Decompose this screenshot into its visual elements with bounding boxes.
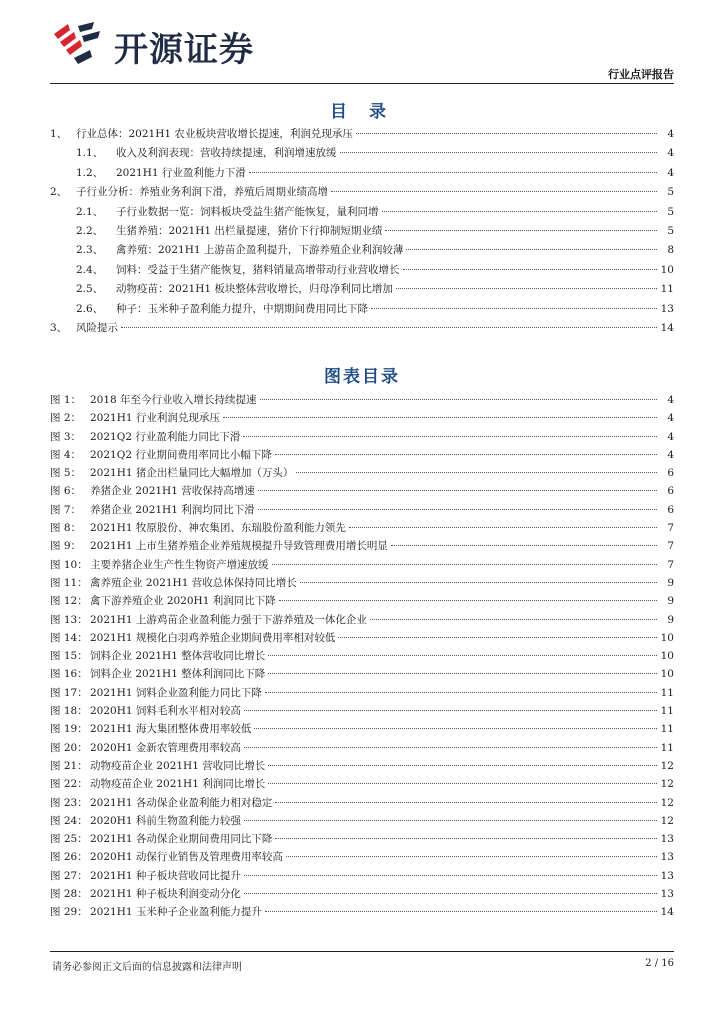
entry-page-number: 4 [667,430,674,443]
entry-title: 2021H1 上市生猪养殖企业养殖规模提升导致管理费用增长明显 [90,540,388,553]
entry-number: 图 4： [50,448,82,461]
entry-page-number: 4 [667,147,674,160]
footer-disclaimer: 请务必参阅正文后面的信息披露和法律声明 [52,962,242,973]
leader-dots [268,783,657,784]
entry-number: 1、 [50,128,68,140]
toc-entry[interactable] [50,223,674,242]
entry-number: 图 15： [50,650,88,663]
table-of-contents [50,126,674,339]
entry-page-number: 9 [667,613,674,626]
entry-title: 2020H1 金新农管理费用率较高 [90,741,241,754]
leader-dots [268,673,657,674]
header-divider [50,83,674,84]
entry-title: 2021H1 上游鸡苗企业盈利能力强于下游养殖及一体化企业 [90,613,367,626]
entry-number: 图 12： [50,595,88,608]
leader-dots [406,249,657,250]
entry-number: 图 20： [50,741,88,754]
logo-text: 开源证券 [114,30,254,70]
entry-title: 收入及利润表现：营收持续提速，利润增速放缓 [116,147,337,160]
figure-entry[interactable] [50,447,674,465]
leader-dots [340,152,658,153]
entry-number: 图 2： [50,412,82,425]
entry-page-number: 7 [667,558,674,571]
leader-dots [370,619,657,620]
entry-number: 2.3、 [76,244,104,257]
figure-entry[interactable] [50,904,674,922]
entry-title: 子行业分析：养殖业务利润下滑，养殖后周期业绩高增 [76,186,328,199]
figure-entry[interactable] [50,886,674,904]
entry-title: 2021H1 牧原股份、神农集团、东瑞股份盈利能力领先 [90,522,346,535]
entry-title: 2021H1 玉米种子企业盈利能力提升 [90,906,262,919]
figure-entry[interactable] [50,520,674,538]
entry-number: 图 28： [50,888,88,901]
figure-entry[interactable] [50,410,674,428]
leader-dots [349,527,657,528]
figure-entry[interactable] [50,465,674,483]
entry-title: 2021H1 种子板块利润变动分化 [90,888,241,901]
leader-dots [396,288,657,289]
entry-page-number: 13 [660,302,674,315]
figure-entry[interactable] [50,868,674,886]
entry-title: 2021H1 种子板块营收同比提升 [90,869,241,882]
entry-page-number: 8 [667,244,674,257]
entry-page-number: 14 [660,321,674,334]
entry-number: 1.2、 [76,166,104,179]
leader-dots [244,875,657,876]
entry-number: 1.1、 [76,147,104,160]
leader-dots [244,710,657,711]
footer-divider [50,951,674,952]
toc-entry[interactable] [50,145,674,164]
entry-page-number: 13 [660,888,674,901]
toc-heading: 目 录 [330,102,394,122]
figure-entry[interactable] [50,538,674,556]
entry-number: 图 13： [50,613,88,626]
entry-page-number: 10 [660,668,674,681]
figures-toc-heading: 图表目录 [324,367,400,387]
brand-mark-icon [52,20,108,66]
entry-title: 主要养猪企业生产性生物资产增速放缓 [90,558,269,571]
figure-entry[interactable] [50,795,674,813]
entry-number: 图 23： [50,796,88,809]
leader-dots [268,655,657,656]
leader-dots [249,172,657,173]
entry-number: 图 22： [50,778,88,791]
entry-title: 2020H1 饲料毛利水平相对较高 [90,705,241,718]
entry-page-number: 6 [667,485,674,498]
entry-title: 2021H1 各动保企业期间费用同比下降 [90,833,273,846]
entry-page-number: 9 [667,595,674,608]
entry-number: 图 11： [50,576,88,589]
entry-title: 生猪养殖：2021H1 出栏量提速，猪价下行抑制短期业绩 [116,224,383,237]
entry-title: 2021H1 猪企出栏量同比大幅增加（万头） [90,467,294,480]
entry-number: 图 21： [50,759,88,772]
figure-entry[interactable] [50,429,674,447]
leader-dots [296,472,657,473]
entry-title: 2021H1 海大集团整体费用率较低 [90,723,252,736]
entry-number: 图 5： [50,467,82,480]
leader-dots [244,747,657,748]
entry-page-number: 12 [660,814,674,827]
leader-dots [275,838,657,839]
entry-number: 图 7： [50,503,82,516]
figure-entry[interactable] [50,813,674,831]
entry-number: 图 1： [50,394,82,406]
entry-number: 2、 [50,186,68,199]
figure-entry[interactable] [50,575,674,593]
figure-entry[interactable] [50,685,674,703]
entry-page-number: 11 [660,705,674,718]
entry-number: 图 19： [50,723,88,736]
entry-page-number: 12 [660,759,674,772]
entry-page-number: 10 [660,263,674,276]
entry-title: 2018 年至今行业收入增长持续提速 [90,394,257,406]
entry-page-number: 4 [667,412,674,425]
toc-entry[interactable] [50,242,674,261]
company-logo [52,18,282,68]
entry-title: 2021Q2 行业盈利能力同比下滑 [90,430,241,443]
figure-entry[interactable] [50,849,674,867]
leader-dots [403,269,658,270]
leader-dots [371,308,657,309]
figure-entry[interactable] [50,630,674,648]
entry-number: 图 26： [50,851,88,864]
entry-number: 图 27： [50,869,88,882]
entry-number: 2.4、 [76,263,104,276]
entry-page-number: 9 [667,576,674,589]
entry-page-number: 10 [660,631,674,644]
figure-entry[interactable] [50,392,674,410]
entry-number: 图 14： [50,631,88,644]
leader-dots [279,600,657,601]
entry-title: 禽下游养殖企业 2020H1 利润同比下降 [90,595,276,608]
page-number: 2 / 16 [645,958,674,969]
toc-entry[interactable] [50,184,674,203]
entry-number: 2.2、 [76,224,104,237]
toc-entry[interactable] [50,165,674,184]
entry-number: 2.5、 [76,283,104,296]
report-type-label: 行业点评报告 [608,68,674,81]
entry-number: 2.6、 [76,302,104,315]
entry-page-number: 10 [660,650,674,663]
entry-number: 图 29： [50,906,88,919]
entry-title: 养猪企业 2021H1 利润均同比下滑 [90,503,255,516]
entry-page-number: 4 [667,166,674,179]
entry-title: 2021H1 规模化白羽鸡养殖企业期间费用率相对较低 [90,631,336,644]
entry-title: 子行业数据一览：饲料板块受益生猪产能恢复，量利同增 [116,205,379,218]
figure-entry[interactable] [50,612,674,630]
leader-dots [244,893,657,894]
entry-number: 图 10： [50,558,88,571]
entry-title: 行业总体：2021H1 农业板块营收增长提速，利润兑现承压 [76,128,353,140]
entry-title: 禽养殖：2021H1 上游苗企盈利提升，下游养殖企业利润较薄 [116,244,404,257]
entry-title: 饲料：受益于生猪产能恢复，猪料销量高增带动行业营收增长 [116,263,400,276]
leader-dots [275,802,657,803]
figure-entry[interactable] [50,740,674,758]
entry-page-number: 14 [660,906,674,919]
entry-page-number: 11 [660,686,674,699]
entry-number: 图 8： [50,522,82,535]
entry-page-number: 6 [667,467,674,480]
figure-entry[interactable] [50,721,674,739]
leader-dots [243,436,657,437]
leader-dots [265,911,657,912]
leader-dots [272,564,658,565]
toc-entry[interactable] [50,126,674,145]
entry-number: 图 17： [50,686,88,699]
entry-title: 2021H1 行业盈利能力下滑 [116,166,246,179]
leader-dots [382,211,658,212]
entry-page-number: 11 [660,741,674,754]
entry-number: 2.1、 [76,205,104,218]
entry-title: 动物疫苗：2021H1 板块整体营收增长，归母净利同比增加 [116,283,393,296]
figures-table-of-contents [50,392,674,923]
leader-dots [223,417,657,418]
entry-number: 图 6： [50,485,82,498]
figure-entry[interactable] [50,831,674,849]
toc-entry[interactable] [50,204,674,223]
entry-page-number: 11 [660,723,674,736]
leader-dots [265,692,657,693]
entry-number: 3、 [50,321,68,334]
entry-number: 图 25： [50,833,88,846]
figure-entry[interactable] [50,666,674,684]
figure-entry[interactable] [50,593,674,611]
entry-title: 2021Q2 行业期间费用率同比小幅下降 [90,448,272,461]
leader-dots [258,490,657,491]
figure-entry[interactable] [50,648,674,666]
entry-title: 饲料企业 2021H1 整体利润同比下降 [90,668,266,681]
leader-dots [286,856,657,857]
entry-title: 风险提示 [76,321,118,334]
entry-page-number: 4 [667,394,674,406]
leader-dots [260,399,657,400]
figure-entry[interactable] [50,758,674,776]
entry-page-number: 13 [660,833,674,846]
entry-number: 图 24： [50,814,88,827]
entry-title: 2020H1 科前生物盈利能力较强 [90,814,241,827]
entry-title: 2021H1 各动保企业盈利能力相对稳定 [90,796,273,809]
entry-page-number: 4 [667,448,674,461]
entry-title: 种子：玉米种子盈利能力提升，中期期间费用同比下降 [116,302,368,315]
entry-page-number: 5 [667,224,674,237]
leader-dots [300,582,657,583]
entry-title: 2021H1 行业利润兑现承压 [90,412,220,425]
entry-page-number: 13 [660,851,674,864]
toc-entry[interactable] [50,301,674,320]
leader-dots [331,191,657,192]
entry-page-number: 12 [660,796,674,809]
figure-entry[interactable] [50,502,674,520]
entry-number: 图 16： [50,668,88,681]
entry-title: 2020H1 动保行业销售及管理费用率较高 [90,851,283,864]
entry-page-number: 7 [667,540,674,553]
figure-entry[interactable] [50,776,674,794]
entry-page-number: 7 [667,522,674,535]
leader-dots [356,133,657,134]
figure-entry[interactable] [50,703,674,721]
leader-dots [268,765,657,766]
entry-title: 养猪企业 2021H1 营收保持高增速 [90,485,255,498]
leader-dots [385,230,657,231]
entry-page-number: 5 [667,186,674,199]
entry-number: 图 9： [50,540,82,553]
entry-page-number: 13 [660,869,674,882]
toc-entry[interactable] [50,262,674,281]
entry-title: 动物疫苗企业 2021H1 利润同比增长 [90,778,266,791]
entry-page-number: 12 [660,778,674,791]
figure-entry[interactable] [50,483,674,501]
entry-number: 图 3： [50,430,82,443]
entry-page-number: 11 [660,283,674,296]
leader-dots [254,728,657,729]
leader-dots [391,545,657,546]
entry-page-number: 6 [667,503,674,516]
leader-dots [275,454,657,455]
leader-dots [258,509,657,510]
entry-page-number: 5 [667,205,674,218]
toc-entry[interactable] [50,281,674,300]
entry-title: 禽养殖企业 2021H1 营收总体保持同比增长 [90,576,297,589]
entry-number: 图 18： [50,705,88,718]
entry-title: 饲料企业 2021H1 整体营收同比增长 [90,650,266,663]
figure-entry[interactable] [50,557,674,575]
leader-dots [244,820,657,821]
leader-dots [121,327,657,328]
leader-dots [338,637,657,638]
entry-page-number: 4 [667,128,674,140]
toc-entry[interactable] [50,320,674,339]
entry-title: 动物疫苗企业 2021H1 营收同比增长 [90,759,266,772]
entry-title: 2021H1 饲料企业盈利能力同比下降 [90,686,262,699]
